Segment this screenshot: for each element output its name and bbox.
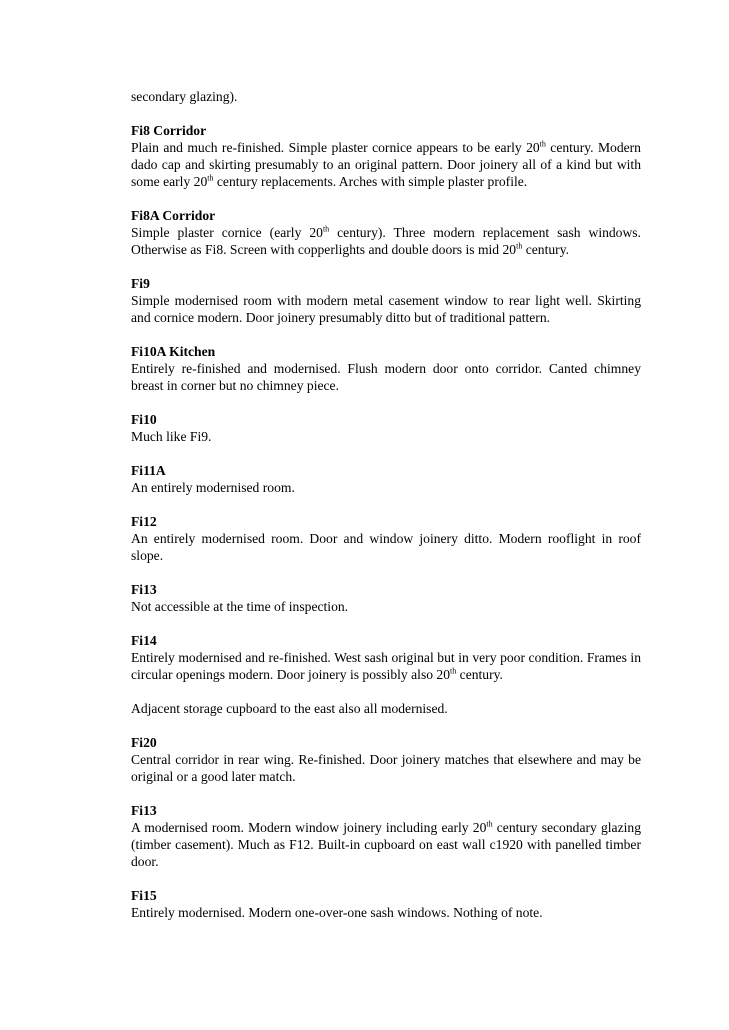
entry-body: Much like Fi9.: [131, 429, 212, 444]
entry-heading: Fi11A: [131, 463, 166, 478]
entry-body: Entirely re-finished and modernised. Flush modern door onto corridor. Canted chimney breast in corner but no chimney piece.: [131, 361, 641, 393]
entry-heading: Fi14: [131, 633, 157, 648]
entry-fi10: [131, 411, 641, 445]
entry-body: Simple plaster cornice (early 20th century). Three modern replacement sash windows. Otherwise as Fi8. Screen with copperlights and double doors is mid 20th century.: [131, 224, 641, 257]
ordinal-superscript: th: [322, 224, 330, 234]
entry-heading: Fi10: [131, 412, 157, 427]
entry-fi10a-kitchen: [131, 343, 641, 394]
entry-fi14: [131, 632, 641, 683]
entry-fi20: [131, 734, 641, 785]
ordinal-superscript: th: [450, 666, 457, 676]
entry-heading: Fi20: [131, 735, 157, 750]
entry-fi15: [131, 887, 641, 921]
entry-fi14-note: [131, 700, 641, 717]
entry-fi12: [131, 513, 641, 564]
ordinal-superscript: th: [516, 241, 523, 251]
entry-heading: Fi13: [131, 803, 157, 818]
entry-body: An entirely modernised room. Door and window joinery ditto. Modern rooflight in roof slope.: [131, 531, 641, 563]
entry-body: Adjacent storage cupboard to the east also all modernised.: [131, 701, 448, 716]
entry-body: Central corridor in rear wing. Re-finished. Door joinery matches that elsewhere and may be original or a good later match.: [131, 752, 641, 784]
entry-body: Entirely modernised and re-finished. West sash original but in very poor condition. Frames in circular openings modern. Door joinery is possibly also 20th century.: [131, 650, 641, 682]
entry-heading: Fi13: [131, 582, 157, 597]
entry-fi11a: [131, 462, 641, 496]
entry-fi13-second: [131, 802, 641, 870]
entry-body: An entirely modernised room.: [131, 480, 295, 495]
document-page: [131, 88, 641, 938]
entry-heading: Fi10A Kitchen: [131, 344, 216, 359]
entry-fi8a-corridor: [131, 207, 641, 258]
entry-body: secondary glazing).: [131, 89, 238, 104]
ordinal-superscript: th: [207, 173, 214, 183]
entry-body: Entirely modernised. Modern one-over-one sash windows. Nothing of note.: [131, 905, 543, 920]
entry-body: Plain and much re-finished. Simple plaster cornice appears to be early 20th century. Modern dado cap and skirting presumably to an original pattern. Door joinery all of a kind but with some early 20th century replacements. Arches with simple plaster profile.: [131, 139, 641, 189]
entry-fi9: [131, 275, 641, 326]
entry-body: A modernised room. Modern window joinery including early 20th century secondary glazing (timber casement). Much as F12. Built-in cupboard on east wall c1920 with panelled timber door.: [131, 819, 641, 869]
entry-heading: Fi15: [131, 888, 157, 903]
entry-fi8-corridor: [131, 122, 641, 190]
entry-continuation: [131, 88, 641, 105]
entry-heading: Fi9: [131, 276, 150, 291]
entry-body: Simple modernised room with modern metal casement window to rear light well. Skirting and cornice modern. Door joinery presumably ditto but of traditional pattern.: [131, 293, 641, 325]
entry-heading: Fi8 Corridor: [131, 123, 207, 138]
entry-heading: Fi12: [131, 514, 157, 529]
entry-heading: Fi8A Corridor: [131, 208, 216, 223]
entry-fi13: [131, 581, 641, 615]
entry-body: Not accessible at the time of inspection.: [131, 599, 349, 614]
ordinal-superscript: th: [486, 819, 493, 829]
ordinal-superscript: th: [539, 139, 546, 149]
